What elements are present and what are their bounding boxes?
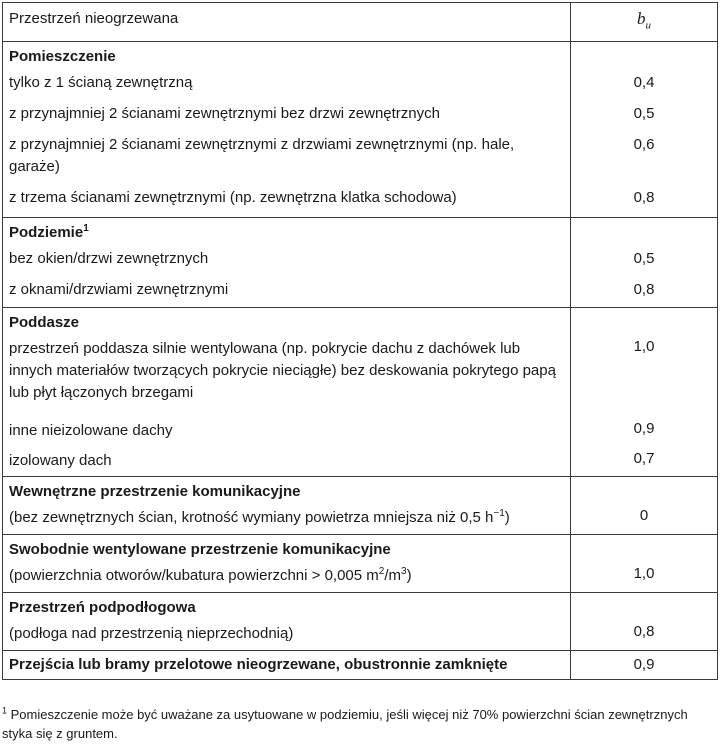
group-przejscia-values bbox=[571, 651, 718, 680]
value: 0,9 bbox=[633, 656, 655, 674]
group-przejscia bbox=[3, 651, 718, 680]
value: 1,0 bbox=[633, 565, 655, 583]
list-item: z trzema ścianami zewnętrznymi (np. zewnętrzna klatka schodowa) bbox=[9, 189, 457, 207]
group-poddasze-labels bbox=[3, 308, 571, 477]
list-item: przestrzeń poddasza silnie wentylowana (np. pokrycie dachu z dachówek lub innych materiałów tworzących pokrycie nieciągłe) bez deskowania pokrytego papą lub płyt łączonych brzegami bbox=[9, 340, 556, 402]
value: 0,8 bbox=[633, 623, 655, 641]
value: 0,8 bbox=[633, 281, 655, 299]
list-item: z przynajmniej 2 ścianami zewnętrznymi bez drzwi zewnętrznych bbox=[9, 105, 440, 123]
value: 0,5 bbox=[633, 105, 655, 123]
value: 0,7 bbox=[633, 450, 655, 468]
group-podziemie bbox=[3, 218, 718, 308]
value: 1,0 bbox=[633, 338, 655, 356]
list-item: bez okien/drzwi zewnętrznych bbox=[9, 250, 209, 268]
value: 0,4 bbox=[633, 74, 655, 92]
group-description: (bez zewnętrznych ścian, krotność wymiany powietrza mniejsza niż 0,5 $h^{-1}$) bbox=[9, 508, 510, 527]
group-description: (powierzchnia otworów/kubatura powierzchni > 0,005 $m^2/m^3$) bbox=[9, 566, 412, 585]
group-wewnetrzne-przestrzenie bbox=[3, 477, 718, 535]
group-title: Przejścia lub bramy przelotowe nieogrzewane, obustronnie zamknięte bbox=[9, 656, 508, 674]
value: 0,6 bbox=[633, 136, 655, 154]
group-wewnetrzne-values bbox=[571, 477, 718, 535]
group-wewnetrzne-labels bbox=[3, 477, 571, 535]
group-pomieszczenie-labels bbox=[3, 42, 571, 218]
list-item: inne nieizolowane dachy bbox=[9, 422, 173, 440]
group-title: Swobodnie wentylowane przestrzenie komunikacyjne bbox=[9, 541, 391, 559]
table-header-row bbox=[3, 3, 718, 42]
list-item: z oknami/drzwiami zewnętrznymi bbox=[9, 281, 229, 299]
group-podziemie-labels bbox=[3, 218, 571, 308]
group-poddasze bbox=[3, 308, 718, 477]
group-title: Poddasze bbox=[9, 314, 80, 332]
value: 0 bbox=[639, 507, 649, 525]
bu-symbol: $b_u$ bbox=[637, 9, 651, 32]
group-pomieszczenie bbox=[3, 42, 718, 218]
footnote bbox=[2, 705, 714, 743]
group-swobodnie-values bbox=[571, 535, 718, 593]
group-podziemie-values bbox=[571, 218, 718, 308]
list-item: tylko z 1 ścianą zewnętrzną bbox=[9, 74, 193, 92]
group-podpodlogowa-labels bbox=[3, 593, 571, 651]
footnote-text: Pomieszczenie może być uważane za usytuowane w podziemiu, jeśli więcej niż 70% powierzchni ścian zewnętrznych styka się z gruntem. bbox=[2, 707, 688, 741]
group-podpodlogowa bbox=[3, 593, 718, 651]
value: 0,5 bbox=[633, 250, 655, 268]
value: 0,9 bbox=[633, 420, 655, 438]
list-item: z przynajmniej 2 ścianami zewnętrznymi z drzwiami zewnętrznymi (np. hale, garaże) bbox=[9, 136, 515, 176]
group-swobodnie-labels bbox=[3, 535, 571, 593]
group-title: Podziemie$^1$ bbox=[9, 223, 89, 242]
group-title: Pomieszczenie bbox=[9, 48, 116, 66]
list-item: izolowany dach bbox=[9, 452, 112, 470]
group-przejscia-labels bbox=[3, 651, 571, 680]
group-pomieszczenie-values bbox=[571, 42, 718, 218]
footnote-marker: 1 bbox=[2, 705, 8, 716]
group-podpodlogowa-values bbox=[571, 593, 718, 651]
header-space-type-label: Przestrzeń nieogrzewana bbox=[9, 10, 179, 27]
value: 0,8 bbox=[633, 189, 655, 207]
group-poddasze-values bbox=[571, 308, 718, 477]
group-description: (podłoga nad przestrzenią nieprzechodnią) bbox=[9, 625, 294, 643]
header-space-type bbox=[3, 3, 571, 42]
group-swobodnie-wentylowane bbox=[3, 535, 718, 593]
header-bu bbox=[571, 3, 718, 42]
bu-coefficient-table bbox=[2, 2, 718, 680]
group-title: Wewnętrzne przestrzenie komunikacyjne bbox=[9, 483, 301, 501]
group-title: Przestrzeń podpodłogowa bbox=[9, 599, 196, 617]
